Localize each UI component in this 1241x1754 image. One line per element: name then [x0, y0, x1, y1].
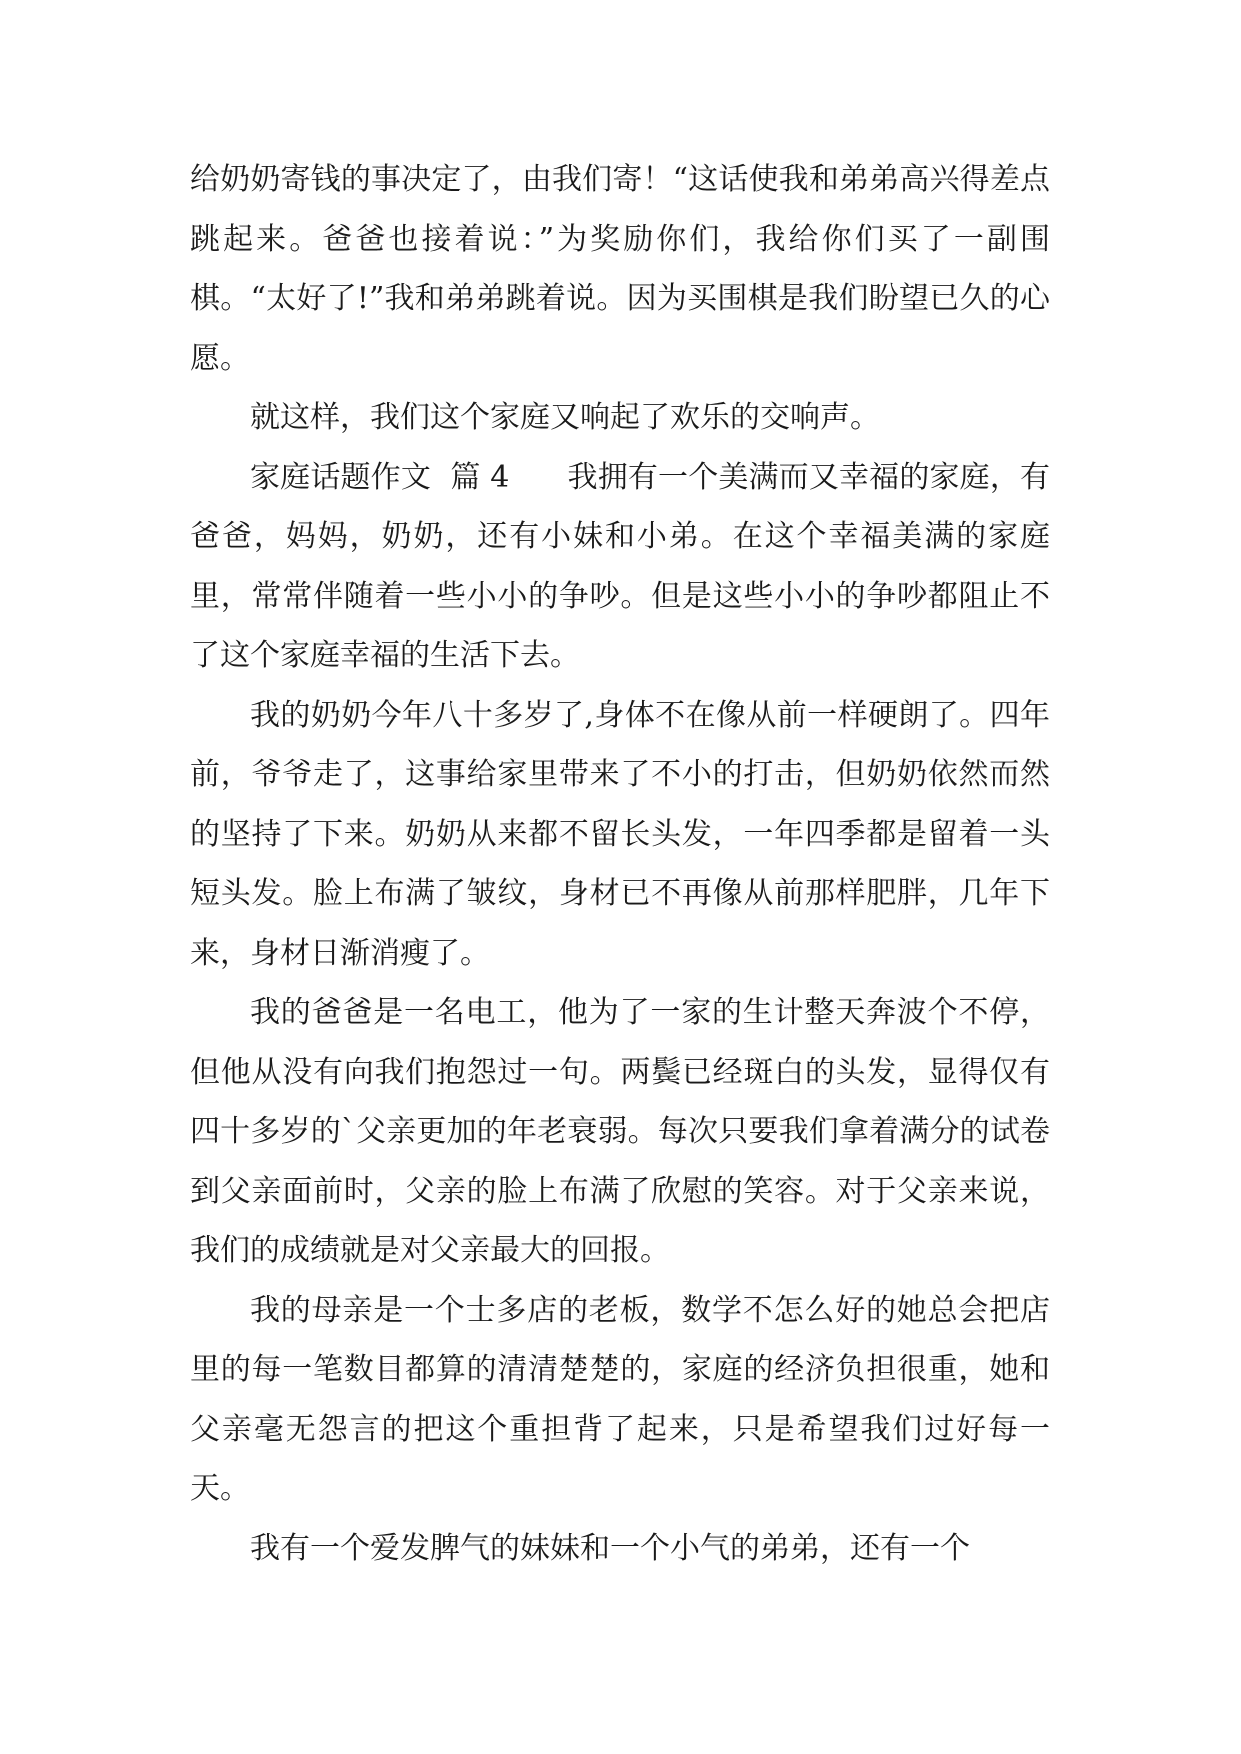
paragraph-2: 就这样，我们这个家庭又响起了欢乐的交响声。: [250, 400, 880, 435]
paragraph-5: 我的爸爸是一名电工，他为了一家的生计整天奔波个不停，但他从没有向我们抱怨过一句。两鬓已经斑白的头发，显得仅有四十多岁的`父亲更加的年老衰弱。每次只要我们拿着满分的试卷到父亲面前时，父亲的脸上布满了欣慰的笑容。对于父亲来说，我们的成绩就是对父亲最大的回报。: [190, 995, 1050, 1268]
paragraph-6: 我的母亲是一个士多店的老板，数学不怎么好的她总会把店里的每一笔数目都算的清清楚楚的，家庭的经济负担很重，她和父亲毫无怨言的把这个重担背了起来，只是希望我们过好每一天。: [190, 1292, 1050, 1506]
paragraph-3: 家庭话题作文 篇 4 我拥有一个美满而又幸福的家庭，有爸爸，妈妈，奶奶，还有小妹和小弟。在这个幸福美满的家庭里，常常伴随着一些小小的争吵。但是这些小小的争吵都阻止不了这个家庭幸福的生活下去。: [190, 459, 1050, 673]
document-body: [190, 150, 1050, 1578]
paragraph-7: 我有一个爱发脾气的妹妹和一个小气的弟弟，还有一个: [250, 1530, 970, 1566]
paragraph-1: 给奶奶寄钱的事决定了，由我们寄！“这话使我和弟弟高兴得差点跳起来。爸爸也接着说：”为奖励你们，我给你们买了一副围棋。“太好了!”我和弟弟跳着说。因为买围棋是我们盼望已久的心愿。: [190, 162, 1050, 376]
paragraph-4: 我的奶奶今年八十多岁了,身体不在像从前一样硬朗了。四年前，爷爷走了，这事给家里带来了不小的打击，但奶奶依然而然的坚持了下来。奶奶从来都不留长头发，一年四季都是留着一头短头发。脸上布满了皱纹，身材已不再像从前那样肥胖，几年下来，身材日渐消瘦了。: [190, 697, 1050, 971]
